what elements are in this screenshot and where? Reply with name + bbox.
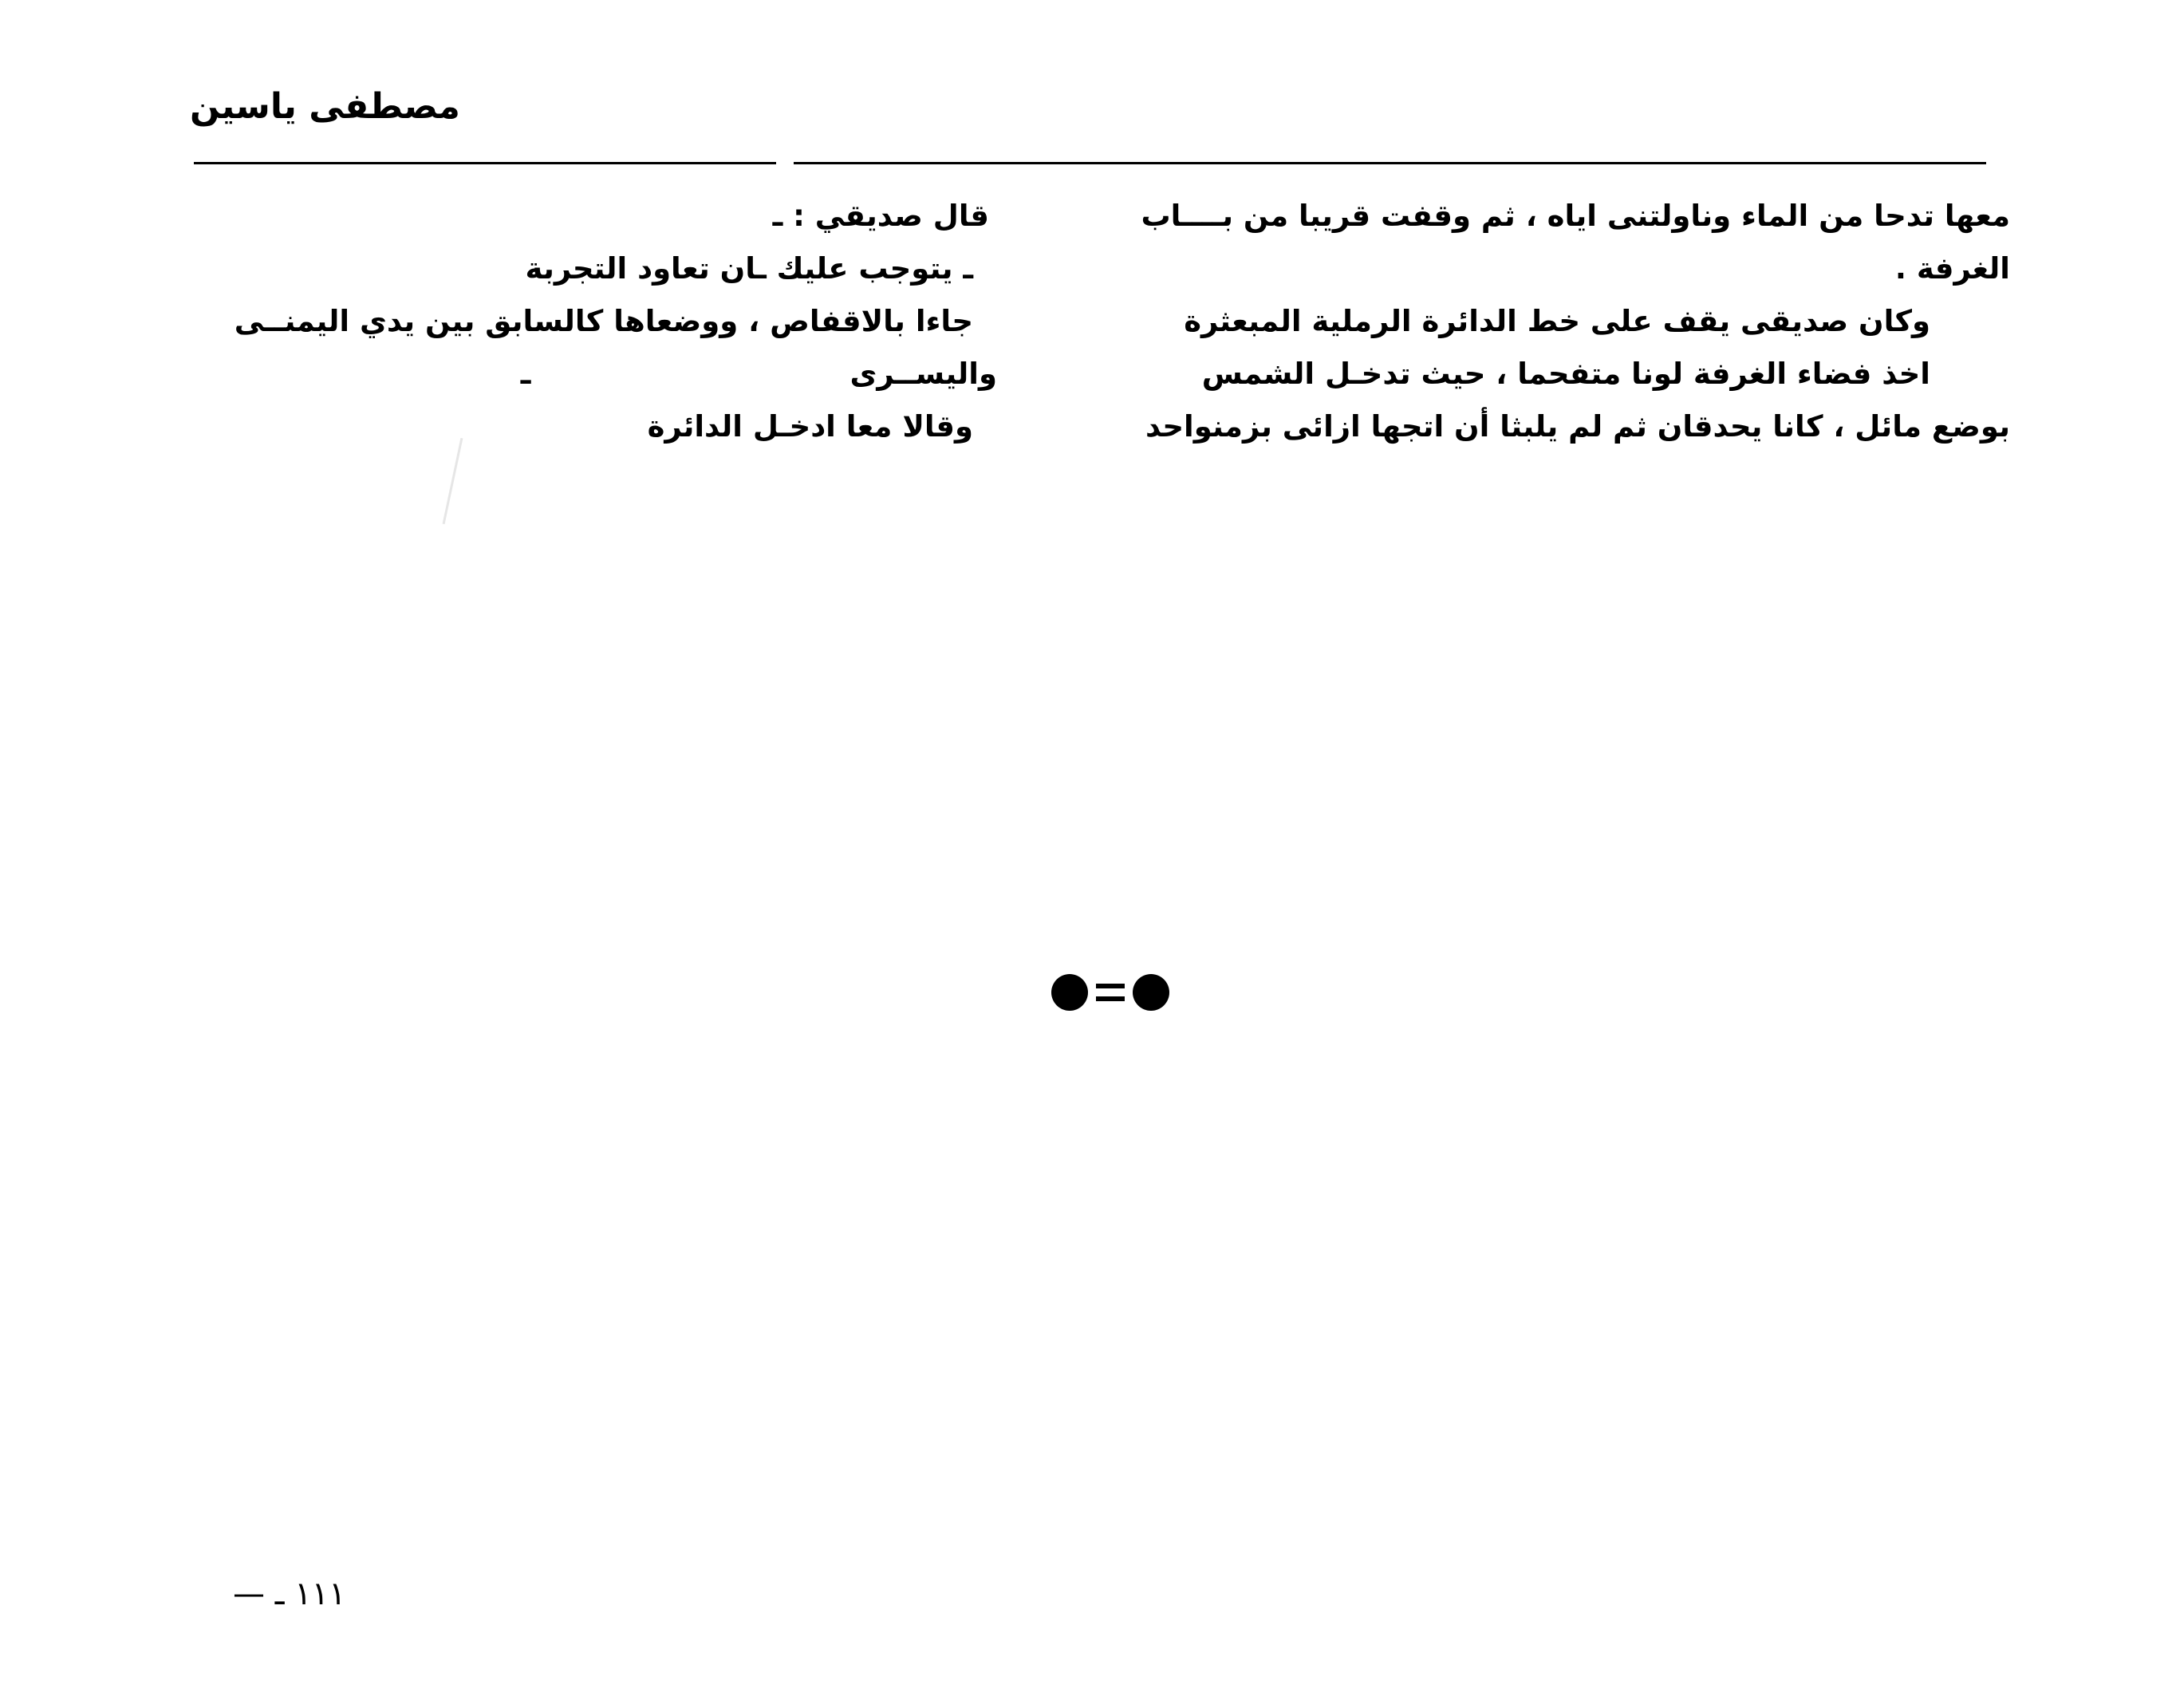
left-text-column	[185, 190, 997, 453]
right-text-column	[1133, 190, 2010, 453]
text-line: ـ يتوجب عليك ـان تعاود التجربة	[525, 251, 973, 286]
text-segment: ـ	[520, 357, 531, 391]
header-rule-right	[794, 162, 1986, 164]
text-segment: واليســرى	[850, 357, 997, 391]
section-divider-ornament	[1051, 972, 1169, 1013]
filled-circle-icon	[1051, 974, 1088, 1011]
page-number: — ١١١ ـ	[233, 1576, 346, 1612]
text-line: قال صديقي : ـ	[772, 199, 989, 233]
text-line: بوضع مائل ، كانا يحدقان ثم لم يلبثا أن اتجها ازائى بزمنواحد	[1145, 409, 2010, 444]
text-line	[185, 348, 997, 400]
text-line: وقالا معا ادخـل الدائرة	[647, 409, 973, 444]
equals-icon	[1096, 984, 1125, 1001]
text-line: وكان صديقى يقف على خط الدائرة الرملية المبعثرة	[1184, 304, 1930, 338]
filled-circle-icon	[1133, 974, 1169, 1011]
text-line: معها تدحا من الماء وناولتنى اياه ، ثم وقفت قريبا من بــــاب	[1141, 199, 2010, 233]
running-header-author: مصطفى ياسين	[190, 86, 460, 127]
text-line: الغرفة .	[1894, 251, 2010, 286]
text-line: اخذ فضاء الغرفة لونا متفحما ، حيث تدخـل الشمس	[1201, 357, 1930, 391]
text-line: جاءا بالاقفاص ، ووضعاها كالسابق بين يدي اليمنــى	[234, 304, 973, 338]
header-rule-left	[194, 162, 776, 164]
